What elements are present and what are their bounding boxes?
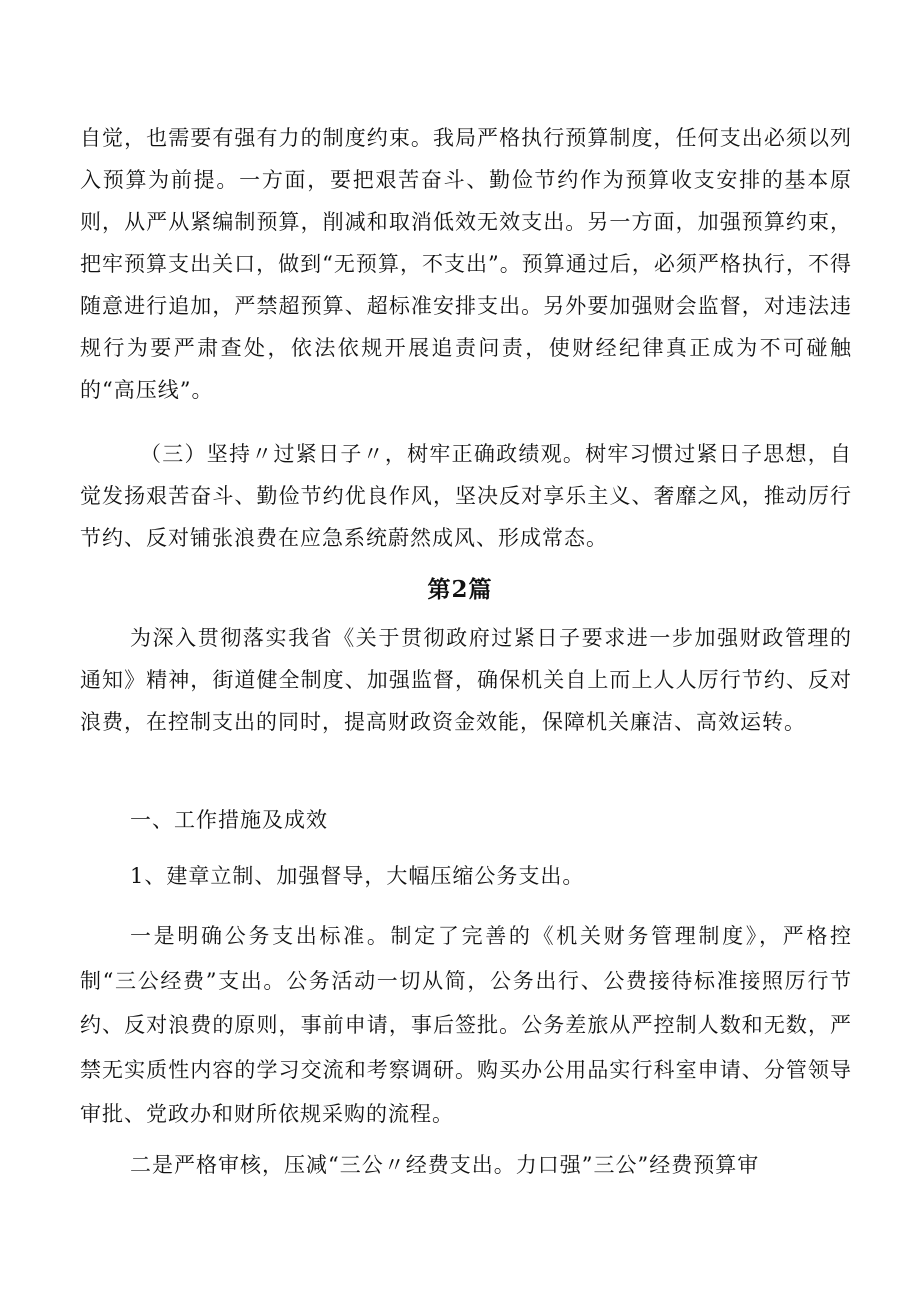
- paragraph-strict-review: 二是严格审核，压减“三公〃经费支出。力口强”三公”经费预算审: [130, 1153, 760, 1177]
- paragraph-intro: 为深入贯彻落实我省《关于贯彻政府过紧日子要求进一步加强财政管理的通知》精神，街道健全制度、加强监督，确保机关自上而上人人厉行节约、反对浪费，在控制支出的同时，提高财政资金效能，保障机关廉洁、高效运转。: [80, 626, 852, 734]
- section-heading: 第2篇: [427, 576, 493, 603]
- paragraph-budget-discipline: 自觉，也需要有强有力的制度约束。我局严格执行预算制度，任何支出必须以列入预算为前提。一方面，要把艰苦奋斗、勤俭节约作为预算收支安排的基本原则，从严从紧编制预算，削减和取消低效无效支出。另一方面，加强预算约束，把牢预算支出关口，做到“无预算，不支出”。预算通过后，必须严格执行，不得随意进行追加，严禁超预算、超标准安排支出。另外要加强财会监督，对违法违规行为要严肃查处，依法依规开展追责问责，使财经纪律真正成为不可碰触的“高压线”。: [80, 126, 852, 402]
- subheading-measures: 一、工作措施及成效: [130, 808, 328, 832]
- subheading-regulations: 1、建章立制、加强督导，大幅压缩公务支出。: [130, 864, 585, 888]
- paragraph-expense-standards: 一是明确公务支出标准。制定了完善的《机关财务管理制度》，严格控制“三公经费”支出。公务活动一切从简，公务出行、公费接待标准接照厉行节约、反对浪费的原则，事前申请，事后签批。公务差旅从严控制人数和无数，严禁无实质性内容的学习交流和考察调研。购买办公用品实行科室申请、分管领导审批、党政办和财所依规采购的流程。: [80, 924, 852, 1127]
- paragraph-tight-days: （三）坚持〃过紧日子〃，树牢正确政绩观。树牢习惯过紧日子思想，自觉发扬艰苦奋斗、勤俭节约优良作风，坚决反对享乐主义、奢靡之风，推动厉行节约、反对铺张浪费在应急系统蔚然成风、形成常态。: [80, 442, 852, 550]
